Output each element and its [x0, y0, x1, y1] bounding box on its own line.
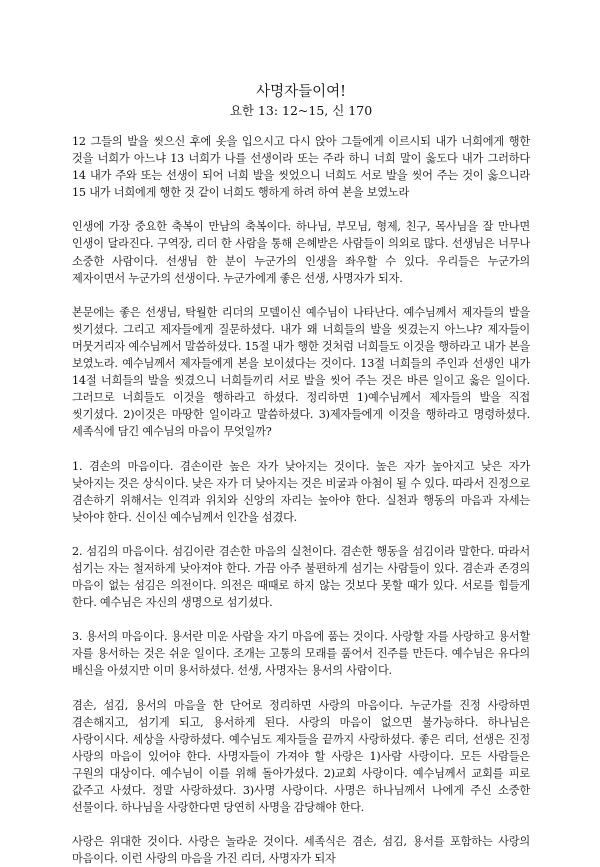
page-title: 사명자들이여!: [256, 84, 346, 100]
paragraph-love: 겸손, 섬김, 용서의 마음을 한 단어로 정리하면 사랑의 마음이다. 누군가를 진정 사랑하면 겸손해지고, 섬기게 되고, 용서하게 된다. 사랑의 마음이 없으면 불가능하다. 하나님은 사랑이시다. 세상을 사랑하셨다. 예수님도 제자들을 끝까지 사랑하셨다. 좋은 리더, 선생은 진정 사랑의 마음이 있어야 한다. 사명자들이 가져야 할 사랑은 1)사람 사랑이다. 모든 사람들은 구원의 대상이다. 예수님이 이를 위해 돌아가셨다. 2)교회 사랑이다. 예수님께서 교회를 피로 값주고 사셨다. 정말 사랑하셨다. 3)사명 사랑이다. 사명은 하나님께서 나에게 주신 소중한 선물이다. 하나님을 사랑한다면 당연히 사명을 감당해야 한다.: [72, 698, 530, 815]
paragraph-introduction: 인생에 가장 중요한 축복이 만남의 축복이다. 하나님, 부모님, 형제, 친구, 목사님을 잘 만나면 인생이 달라진다. 구역장, 리더 한 사람을 통해 은혜받은 사람들이 의외로 많다. 선생님은 너무나 소중한 사람이다. 선생님 한 분이 누군가의 인생을 좌우할 수 있다. 우리들은 누군가의 제자이면서 누군가의 선생이다. 누군가에게 좋은 선생, 사명자가 되자.: [72, 220, 530, 285]
scripture-reference: 요한 13: 12~15, 신 170: [229, 103, 373, 118]
paragraph-point-service: 2. 섬김의 마음이다. 섬김이란 겸손한 마음의 실천이다. 겸손한 행동을 섬김이라 말한다. 따라서 섬기는 자는 철저하게 낮아져야 한다. 가끔 아주 불편하게 섬기는 사람들이 있다. 겸손과 존경의 마음이 없는 섬김은 의전이다. 의전은 때때로 하지 않는 것보다 못할 때가 있다. 서로를 힘들게 한다. 예수님은 자신의 생명으로 섬기셨다.: [72, 544, 530, 610]
scripture-passage: 12 그들의 발을 씻으신 후에 옷을 입으시고 다시 앉아 그들에게 이르시되 내가 너희에게 행한 것을 너희가 아느냐 13 너희가 나를 선생이라 또는 주라 하니 너희 말이 옳도다 내가 그러하다 14 내가 주와 또는 선생이 되어 너희 발을 씻었으니 너희도 서로 발을 씻어 주는 것이 옳으니라 15 내가 너희에게 행한 것 같이 너희도 행하게 하려 하여 본을 보였노라: [72, 135, 530, 200]
paragraph-point-humility: 1. 겸손의 마음이다. 겸손이란 높은 자가 낮아지는 것이다. 높은 자가 높아지고 낮은 자가 낮아지는 것은 상식이다. 낮은 자가 더 낮아지는 것은 비굴과 아첨이 될 수 있다. 따라서 진정으로 겸손하기 위해서는 인격과 위치와 신앙의 자리는 높아야 한다. 실천과 행동의 마음과 자세는 낮아야 한다. 신이신 예수님께서 인간을 섬겼다.: [72, 459, 530, 524]
paragraph-conclusion: 사랑은 위대한 것이다. 사랑은 놀라운 것이다. 세족식은 겸손, 섬김, 용서를 포함하는 사랑의 마음이다. 이런 사랑의 마음을 가진 리더, 사명자가 되자: [72, 835, 530, 866]
paragraph-text-summary: 본문에는 좋은 선생님, 탁월한 리더의 모델이신 예수님이 나타난다. 예수님께서 제자들의 발을 씻기셨다. 그리고 제자들에게 질문하셨다. 내가 왜 너희들의 발을 씻겼는지 아느냐? 제자들이 머뭇거리자 예수님께서 말씀하셨다. 15절 내가 행한 것처럼 너희들도 이것을 행하라고 내가 본을 보였노라. 예수님께서 제자들에게 본을 보이셨다는 것이다. 13절 너희들의 주인과 선생인 내가 14절 너희들의 발을 씻겼으니 너희들끼리 서로 발을 씻어 주는 것은 바른 일이고 옳은 일이다. 그러므로 너희들도 이것을 행하라고 하셨다. 정리하면 1)예수님께서 제자들의 발을 직접 씻기셨다. 2)이것은 마땅한 일이라고 말씀하셨다. 3)제자들에게 이것을 행하라고 명령하셨다. 세족식에 담긴 예수님의 마음이 무엇일까?: [72, 305, 530, 439]
paragraph-point-forgiveness: 3. 용서의 마음이다. 용서란 미운 사람을 자기 마음에 품는 것이다. 사랑할 자를 사랑하고 용서할 자를 용서하는 것은 쉬운 일이다. 조개는 고통의 모래를 품어서 진주를 만든다. 예수님은 유다의 배신을 아셨지만 이미 용서하셨다. 선생, 사명자는 용서의 사람이다.: [72, 630, 530, 678]
